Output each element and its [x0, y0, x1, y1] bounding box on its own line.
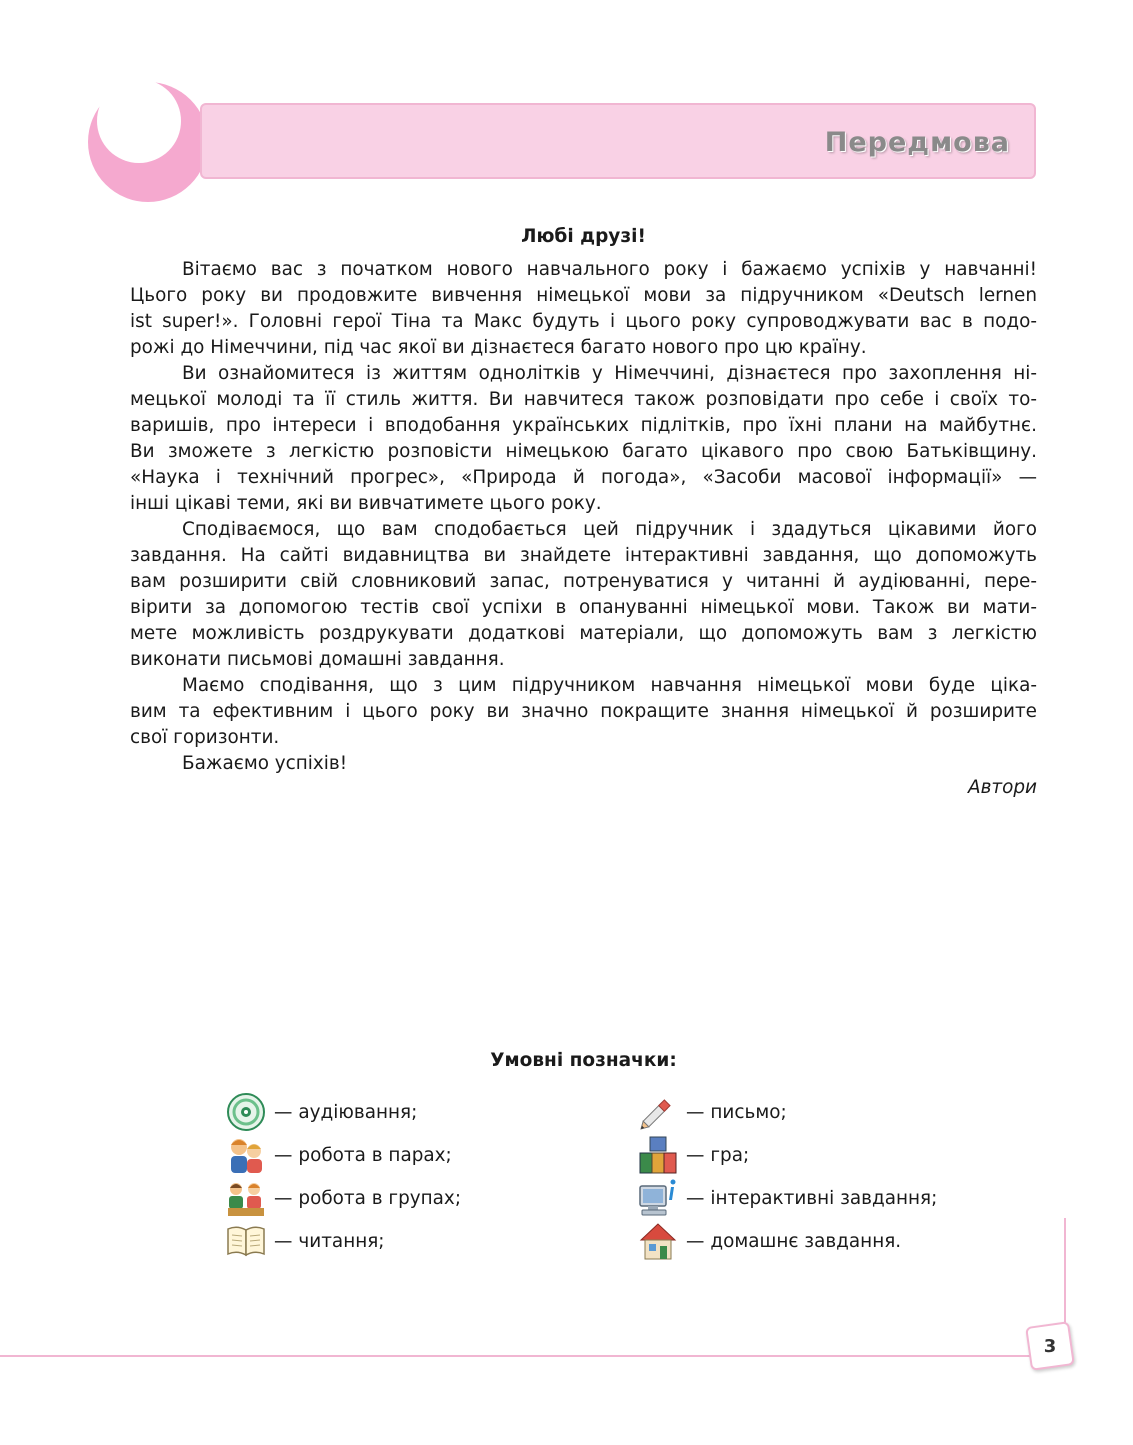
greeting: Любі друзі! [521, 226, 646, 247]
blocks-icon [638, 1135, 678, 1175]
legend-title: Умовні позначки: [490, 1050, 677, 1071]
legend-item-reading [226, 1221, 385, 1261]
legend-dash: — [274, 1101, 293, 1123]
author-signature: Автори [967, 777, 1037, 798]
computer-icon [638, 1178, 678, 1218]
legend-dash: — [274, 1230, 293, 1252]
legend-dash: — [686, 1230, 705, 1252]
header-bar [200, 103, 1036, 179]
house-icon [638, 1221, 678, 1261]
legend-label: аудіювання; [298, 1101, 418, 1123]
legend-item-writing [638, 1092, 787, 1132]
text-line: «Наука і технічний прогрес», «Природа й погода», «Засоби масової інформації» — [130, 467, 1037, 488]
text-line: вірити за допомогою тестів свої успіхи в опануванні німецької мови. Також ви мати- [130, 597, 1037, 618]
pencil-icon [638, 1092, 678, 1132]
text-line: Маємо сподівання, що з цим підручником навчання німецької мови буде ціка- [182, 675, 1037, 696]
text-line: свої горизонти. [130, 727, 280, 748]
legend-dash: — [274, 1187, 293, 1209]
text-line: Ви зможете з легкістю розповісти німецькою багато цікавого про свою Батьківщину. [130, 441, 1037, 462]
text-line: інші цікаві теми, які ви вивчатимете цього року. [130, 493, 602, 514]
text-line: вам розширити свій словниковий запас, потренуватися у читанні й аудіюванні, пере- [130, 571, 1037, 592]
legend-dash: — [274, 1144, 293, 1166]
legend-item-homework [638, 1221, 901, 1261]
legend-item-pair-work [226, 1135, 452, 1175]
text-line: мете можливість роздрукувати додаткові матеріали, що допоможуть вам з легкістю [130, 623, 1037, 644]
text-line: виконати письмові домашні завдання. [130, 649, 505, 670]
footer-vertical-line [1064, 1218, 1066, 1338]
text-line: Цього року ви продовжите вивчення німецької мови за підручником «Deutsch lernen [130, 285, 1037, 306]
preface-text [130, 257, 1037, 777]
footer-horizontal-line [0, 1355, 1030, 1357]
legend-item-listening [226, 1092, 417, 1132]
text-line: Вітаємо вас з початком нового навчального року і бажаємо успіхів у навчанні! [182, 259, 1037, 280]
book-icon [226, 1221, 266, 1261]
legend-dash: — [686, 1187, 705, 1209]
text-line: рожі до Німеччини, під час якої ви дізнаєтеся багато нового про цю країну. [130, 337, 867, 358]
page-number: 3 [1043, 1335, 1057, 1357]
text-line: ist super!». Головні герої Тіна та Макс будуть і цього року супроводжувати вас в подо- [130, 311, 1037, 332]
legend-label: домашнє завдання. [710, 1230, 902, 1252]
cd-icon [226, 1092, 266, 1132]
legend-label: робота в групах; [298, 1187, 462, 1209]
legend-label: інтерактивні завдання; [710, 1187, 938, 1209]
text-line: Сподіваємося, що вам сподобається цей підручник і здадуться цікавими його [182, 519, 1037, 540]
page-title: Передмова [824, 127, 1010, 158]
header-circle-inner [97, 79, 181, 163]
legend-label: письмо; [710, 1101, 787, 1123]
legend-label: робота в парах; [298, 1144, 452, 1166]
legend-item-group-work [226, 1178, 461, 1218]
legend-label: гра; [710, 1144, 750, 1166]
group-work-icon [226, 1178, 266, 1218]
text-line: вим та ефективним і цього року ви значно покращите знання німецької й розширите [130, 701, 1037, 722]
text-line: мецької молоді та її стиль життя. Ви навчитеся також розповідати про себе і своїх то- [130, 389, 1037, 410]
text-line: варишів, про інтереси і вподобання українських підлітків, про їхні плани на майбутнє. [130, 415, 1037, 436]
text-line: Бажаємо успіхів! [182, 753, 348, 774]
legend-label: читання; [298, 1230, 385, 1252]
legend-dash: — [686, 1101, 705, 1123]
legend-item-game [638, 1135, 749, 1175]
legend-dash: — [686, 1144, 705, 1166]
pair-work-icon [226, 1135, 266, 1175]
legend-item-interactive [638, 1178, 937, 1218]
text-line: завдання. На сайті видавництва ви знайдете інтерактивні завдання, що допоможуть [130, 545, 1037, 566]
text-line: Ви ознайомитеся із життям однолітків у Німеччині, дізнаєтеся про захоплення ні- [182, 363, 1037, 384]
